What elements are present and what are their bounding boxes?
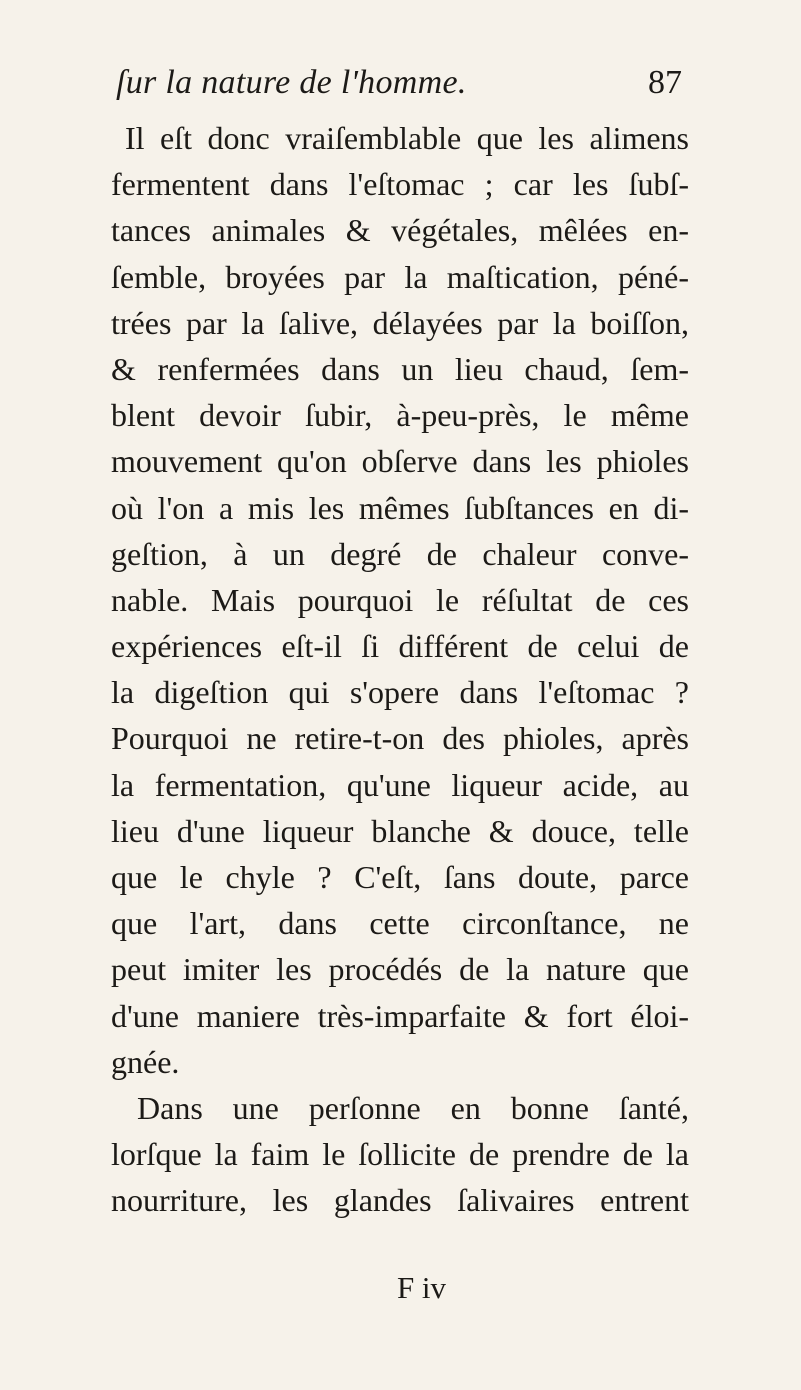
page-header — [112, 64, 682, 114]
text-line: geſtion, à un degré de chaleur conve- — [111, 535, 689, 572]
text-line: Il eſt donc vraiſemblable que les alimens — [125, 120, 689, 156]
text-line: la digeſtion qui s'opere dans l'eſtomac ? — [111, 674, 689, 711]
page-number: 87 — [648, 64, 682, 101]
text-line: ſemble, broyées par la maſtication, péné- — [111, 258, 689, 295]
text-line: tances animales & végétales, mêlées en- — [111, 212, 689, 249]
body-text — [111, 115, 689, 1224]
text-line: nourriture, les glandes ſalivaires entrent — [111, 1182, 689, 1219]
text-line: expériences eſt-il ſi différent de celui de — [111, 628, 689, 665]
text-line: & renfermées dans un lieu chaud, ſem- — [111, 350, 689, 387]
text-line: blent devoir ſubir, à-peu-près, le même — [111, 397, 689, 434]
text-line: nable. Mais pourquoi le réſultat de ces — [111, 581, 689, 618]
text-line: où l'on a mis les mêmes ſubſtances en di- — [111, 489, 689, 526]
signature-text: F iv — [396, 1270, 447, 1305]
text-line: Pourquoi ne retire-t-on des phioles, après — [111, 720, 689, 757]
text-line: la fermentation, qu'une liqueur acide, au — [111, 766, 689, 803]
text-line: fermentent dans l'eſtomac ; car les ſubſ- — [111, 166, 689, 203]
running-title: ſur la nature de l'homme. — [116, 64, 467, 101]
text-line: d'une maniere très-imparfaite & fort éloi- — [111, 997, 689, 1034]
text-line: lieu d'une liqueur blanche & douce, telle — [111, 812, 689, 849]
text-line: que l'art, dans cette circonſtance, ne — [111, 905, 689, 942]
text-line: que le chyle ? C'eſt, ſans doute, parce — [111, 859, 689, 895]
text-line: peut imiter les procédés de la nature que — [111, 951, 689, 988]
text-line: trées par la ſalive, délayées par la boiſſon, — [111, 304, 689, 341]
signature-mark — [0, 1270, 801, 1306]
text-line: Dans une perſonne en bonne ſanté, — [137, 1089, 689, 1126]
text-line: gnée. — [111, 1043, 180, 1080]
text-line: mouvement qu'on obſerve dans les phioles — [111, 443, 689, 480]
text-line: lorſque la faim le ſollicite de prendre de la — [111, 1136, 689, 1173]
